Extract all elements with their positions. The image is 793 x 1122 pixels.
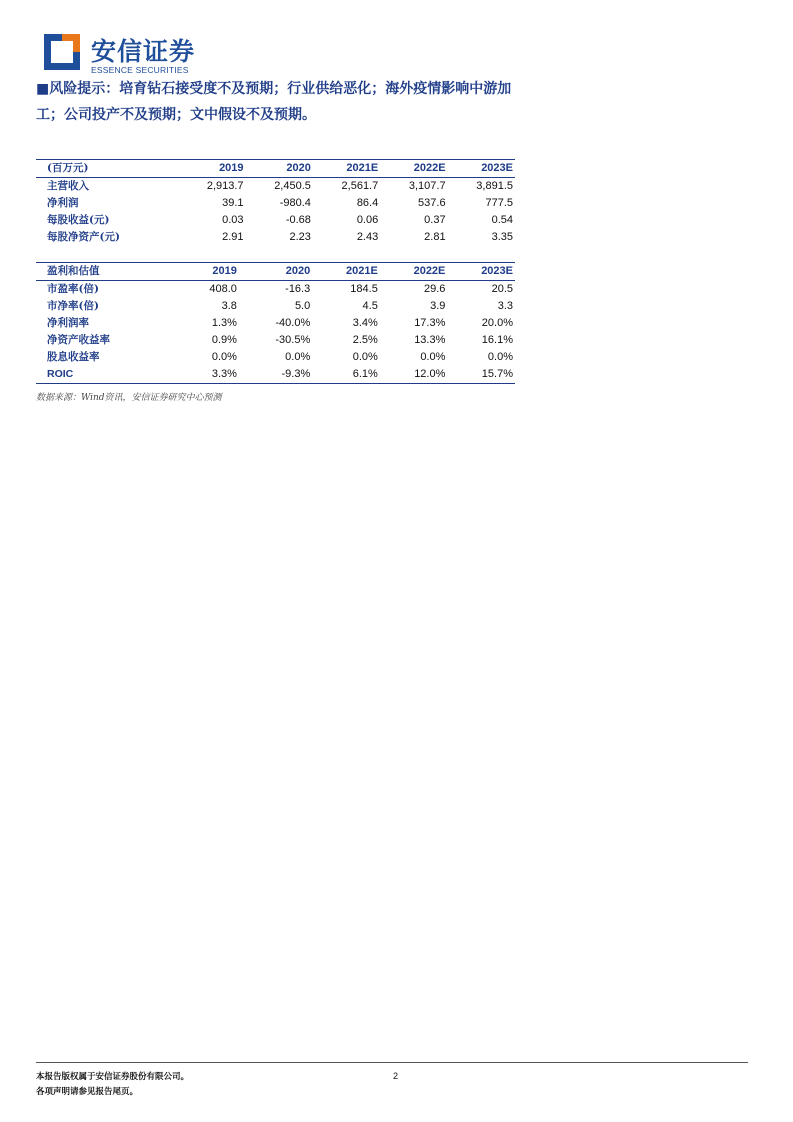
column-header: 2019 [212,265,237,277]
table-cell: 0.0% [420,351,446,363]
column-header: 2023E [481,265,513,277]
table-cell: 39.1 [222,197,244,209]
footer-divider [36,1062,748,1063]
table-cell: 3.8 [221,300,237,312]
bullet-square-icon: ■ [36,81,50,97]
table-row [36,281,515,299]
valuation-table [36,262,515,384]
table-cell: 184.5 [350,283,378,295]
table-cell: -30.5% [275,334,311,346]
row-label: 股息收益率 [47,351,100,363]
table-cell: 17.3% [414,317,446,329]
footer-disclaimer [36,1070,189,1100]
row-label: 市净率(倍) [47,300,99,312]
table-cell: 16.1% [481,334,513,346]
table-cell: 3.4% [352,317,378,329]
table-cell: 29.6 [423,283,446,295]
table-cell: -980.4 [279,197,311,209]
table-cell: 2.43 [356,231,379,243]
table-cell: 0.9% [211,334,237,346]
table-cell: 3.9 [430,300,446,312]
column-header: 2020 [285,265,311,277]
table-cell: 6.1% [352,368,378,380]
table-cell: 0.54 [491,214,513,226]
table-cell: 0.0% [352,351,378,363]
table-cell: 3.3% [211,368,237,380]
table-cell: 5.0 [294,300,311,312]
footer-copyright: 本报告版权属于安信证券股份有限公司。 [36,1072,190,1082]
table-cell: 3.3 [497,300,513,312]
footer-notice: 各项声明请参见报告尾页。 [36,1087,139,1097]
row-label: 市盈率(倍) [47,283,99,295]
risk-warning [36,76,536,128]
logo-mark-icon [44,34,80,70]
column-header: 2020 [286,162,311,174]
table-cell: 537.6 [418,197,446,209]
row-label: ROIC [47,368,74,380]
table-cell: 3,107.7 [408,180,446,192]
data-source-note: 数据来源：Wind资讯，安信证券研究中心预测 [36,393,222,403]
table-cell: 15.7% [481,368,513,380]
table-cell: 3.35 [491,231,513,243]
table-row [36,366,515,384]
risk-warning-text: 风险提示：培育钻石接受度不及预期；行业供给恶化；海外疫情影响中游加工；公司投产不及预期；文中假设不及预期。 [36,81,512,123]
table-cell: 0.37 [424,214,446,226]
table-row [36,229,515,246]
table-cell: -9.3% [281,368,311,380]
table-cell: 777.5 [485,197,513,209]
row-label: 净利润率 [47,317,89,329]
table-cell: 2,561.7 [341,180,379,192]
logo-chinese-name: 安信证券 [91,37,196,66]
column-header: 盈利和估值 [47,265,100,277]
page-number: 2 [393,1071,399,1081]
column-header: 2023E [481,162,513,174]
table-cell: -0.68 [285,214,311,226]
table-cell: -16.3 [285,283,311,295]
table-cell: 13.3% [414,334,446,346]
column-header: 2021E [346,265,378,277]
table-cell: 0.06 [356,214,379,226]
table-cell: 408.0 [209,283,237,295]
table-row [36,195,515,212]
table-header-row [36,160,515,178]
table-cell: 2.91 [222,231,244,243]
table-row [36,212,515,229]
table-cell: 0.0% [487,351,513,363]
row-label: 净资产收益率 [47,334,110,346]
financial-summary-table [36,159,515,246]
table-row [36,178,515,196]
table-cell: 2,913.7 [206,180,244,192]
table-cell: 0.0% [211,351,237,363]
table-row [36,298,515,315]
table-cell: 2.81 [424,231,446,243]
table-cell: 12.0% [414,368,446,380]
column-header: (百万元) [47,162,89,174]
column-header: 2022E [413,265,446,277]
logo-english-name: ESSENCE SECURITIES [91,65,189,75]
table-cell: 1.3% [211,317,237,329]
row-label: 主营收入 [47,180,89,192]
company-logo [44,32,204,76]
table-cell: -40.0% [275,317,311,329]
table-cell: 2.5% [352,334,378,346]
table-row [36,315,515,332]
table-cell: 2,450.5 [274,180,311,192]
table-header-row [36,263,515,281]
table-cell: 2.23 [289,231,311,243]
column-header: 2021E [346,162,379,174]
table-cell: 86.4 [356,197,379,209]
row-label: 每股收益(元) [47,214,110,226]
column-header: 2022E [413,162,446,174]
table-cell: 3,891.5 [476,180,513,192]
row-label: 净利润 [47,197,79,209]
table-cell: 20.0% [481,317,513,329]
table-cell: 20.5 [491,283,513,295]
table-cell: 0.0% [285,351,311,363]
table-cell: 0.03 [222,214,244,226]
table-row [36,332,515,349]
column-header: 2019 [219,162,244,174]
row-label: 每股净资产(元) [47,231,120,243]
table-row [36,349,515,366]
table-cell: 4.5 [362,300,378,312]
